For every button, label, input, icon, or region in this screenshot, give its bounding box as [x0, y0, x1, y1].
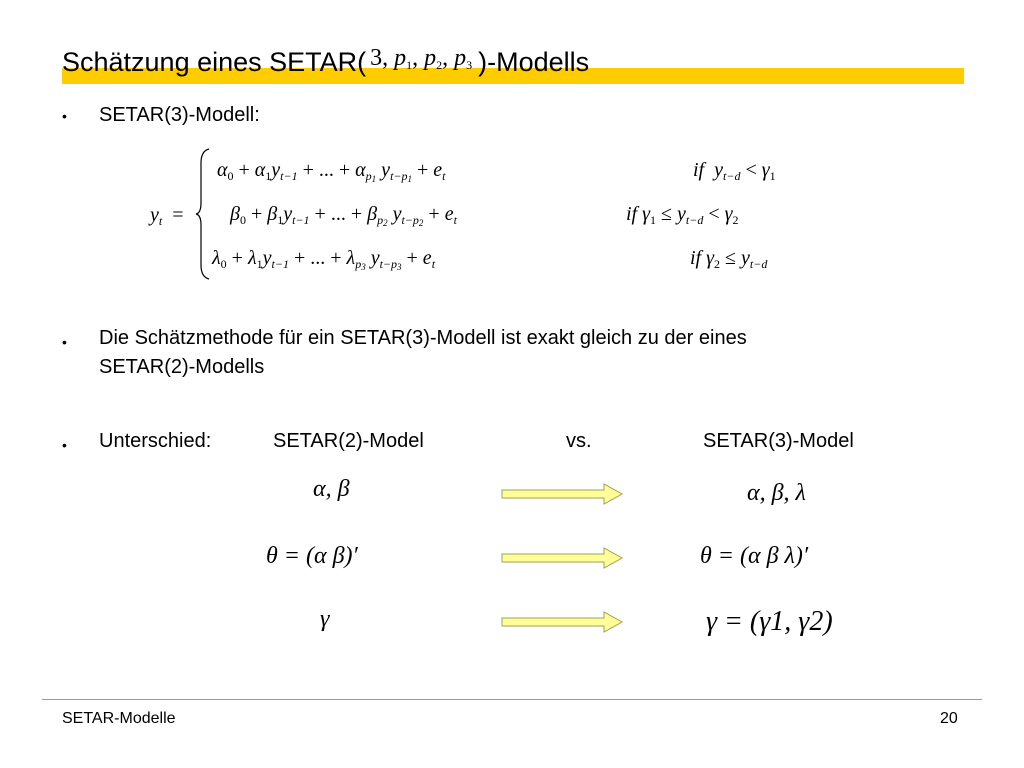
setar3-model-label: SETAR(3)-Model — [703, 430, 854, 452]
right-arrow-icon — [500, 610, 624, 634]
setar2-threshold: γ — [320, 606, 330, 632]
formula-condition-2: if $\gamma_1 \le y_{t-d} < \gamma_2$ — [626, 203, 739, 227]
setar2-coefficients: α, β — [313, 476, 350, 502]
formula-lhs: $y_t$ = — [150, 204, 184, 228]
setar3-coefficients: α, β, λ — [747, 480, 806, 506]
right-arrow-icon — [500, 482, 624, 506]
footer-divider — [42, 699, 982, 700]
page-title — [62, 38, 589, 85]
setar2-theta-vector: θ = (α β)′ — [266, 543, 358, 569]
setar2-model-label: SETAR(2)-Model — [273, 430, 424, 452]
setar3-formula — [150, 145, 830, 285]
bullet-estimation-line2: SETAR(2)-Modells — [99, 356, 265, 378]
bullet-marker: • — [62, 334, 67, 350]
bullet-setar3-heading: SETAR(3)-Modell: — [99, 104, 260, 126]
formula-condition-3: if $\gamma_2 \le y_{t-d}$ — [690, 247, 768, 271]
title-suffix: )-Modells — [478, 47, 590, 77]
bullet-marker: • — [62, 108, 67, 124]
formula-condition-1: if $y_{t-d} < \gamma_1$ — [693, 159, 776, 183]
formula-regime-2: $\beta_0 + \beta_1y_{t-1}$ + ... + $\beta_{p2}$ $y_{t-p2} + e_t$ — [230, 203, 457, 228]
bullet-estimation-line1: Die Schätzmethode für ein SETAR(3)-Modell ist exakt gleich zu der eines — [99, 327, 747, 349]
setar3-thresholds: γ = (γ1, γ2) — [706, 606, 833, 637]
setar3-theta-vector: θ = (α β λ)′ — [700, 543, 809, 569]
title-math-args: 3, $p_1$, $p_2$, $p_3$ — [370, 45, 473, 72]
difference-label: Unterschied: — [99, 430, 212, 452]
right-arrow-icon — [500, 546, 624, 570]
formula-regime-3: $\lambda_0 + \lambda_1y_{t-1}$ + ... + $\lambda_{p3}$ $y_{t-p3} + e_t$ — [212, 247, 436, 272]
title-prefix: Schätzung eines SETAR( — [62, 47, 367, 77]
versus-label: vs. — [566, 430, 592, 452]
left-brace-icon — [195, 147, 211, 281]
footer-title: SETAR-Modelle — [62, 710, 176, 727]
page-number: 20 — [940, 710, 958, 727]
bullet-marker: • — [62, 437, 67, 453]
formula-regime-1: $\alpha_0 + \alpha_1y_{t-1}$ + ... + $\alpha_{p1}$ $y_{t-p1} + e_t$ — [217, 159, 446, 184]
